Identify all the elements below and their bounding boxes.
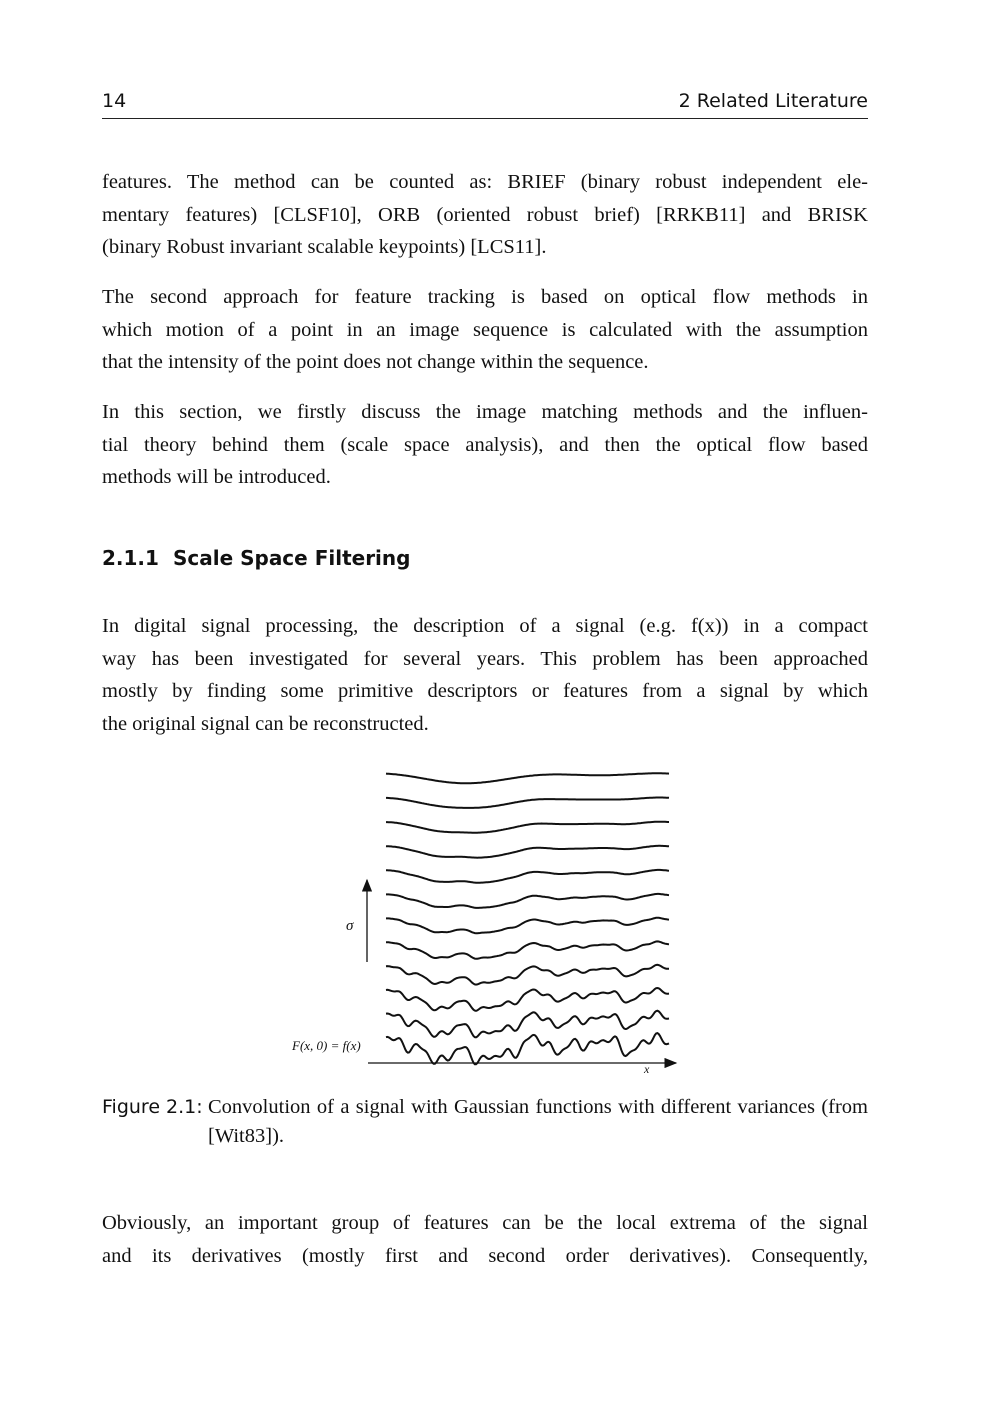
paragraph-section-overview: [102, 396, 868, 494]
paragraph-signal-processing: [102, 610, 868, 740]
text-line: features. The method can be counted as: BRIEF (binary robust independent ele-: [102, 171, 868, 193]
scale-space-plot: [280, 765, 700, 1085]
text-line: tial theory behind them (scale space analysis), and then the optical flow based: [102, 433, 868, 456]
x-axis-label: x: [644, 1062, 650, 1076]
sigma-label: σ: [346, 918, 354, 934]
running-header: [102, 88, 868, 119]
chapter-title: 2 Related Literature: [678, 90, 868, 112]
caption-text: Convolution of a signal with Gaussian functions with different variances (from [Wit83]).: [208, 1096, 868, 1147]
section-heading: [102, 546, 410, 570]
text-line: Obviously, an important group of features can be the local extrema of the signal: [102, 1212, 868, 1234]
text-line: that the intensity of the point does not change within the sequence.: [102, 351, 649, 373]
scale-curve-4: [386, 846, 669, 858]
text-line: way has been investigated for several years. This problem has been approached: [102, 647, 868, 670]
scale-curve-8: [386, 941, 669, 958]
text-line: mentary features) [CLSF10], ORB (oriented robust brief) [RRKB11] and BRISK: [102, 203, 868, 226]
text-line: methods will be introduced.: [102, 466, 331, 488]
caption-label: Figure 2.1:: [102, 1096, 203, 1118]
figure-scale-space: [280, 765, 700, 1085]
paragraph-brief-orb-brisk: [102, 166, 868, 264]
scale-curve-2: [386, 798, 669, 808]
convolved-curves: [386, 773, 669, 1064]
text-line: which motion of a point in an image sequence is calculated with the assumption: [102, 318, 868, 341]
text-line: In this section, we firstly discuss the image matching methods and the influen-: [102, 401, 868, 423]
page-number: 14: [102, 90, 127, 112]
paragraph-optical-flow: [102, 281, 868, 379]
text-line: (binary Robust invariant scalable keypoints) [LCS11].: [102, 236, 547, 258]
scale-curve-7: [386, 918, 669, 934]
scale-curve-5: [386, 870, 669, 883]
text-line: and its derivatives (mostly first and second order derivatives). Consequently,: [102, 1244, 868, 1267]
scale-curve-9: [386, 965, 669, 985]
paragraph-local-extrema: [102, 1207, 868, 1272]
scale-curve-3: [386, 822, 669, 833]
scale-curve-6: [386, 894, 669, 908]
section-title: Scale Space Filtering: [172, 546, 411, 570]
section-number: 2.1.1: [102, 546, 159, 570]
scale-curve-12: [386, 1033, 669, 1064]
function-label: F(x, 0) = f(x): [292, 1038, 361, 1053]
figure-caption: [102, 1093, 868, 1151]
text-line: The second approach for feature tracking is based on optical flow methods in: [102, 286, 868, 308]
scale-curve-11: [386, 1011, 669, 1038]
text-line: In digital signal processing, the description of a signal (e.g. f(x)) in a compact: [102, 615, 868, 637]
scale-curve-1: [386, 773, 669, 783]
text-line: the original signal can be reconstructed.: [102, 712, 429, 735]
text-line: mostly by finding some primitive descriptors or features from a signal by which: [102, 680, 868, 702]
scale-curve-10: [386, 988, 669, 1011]
